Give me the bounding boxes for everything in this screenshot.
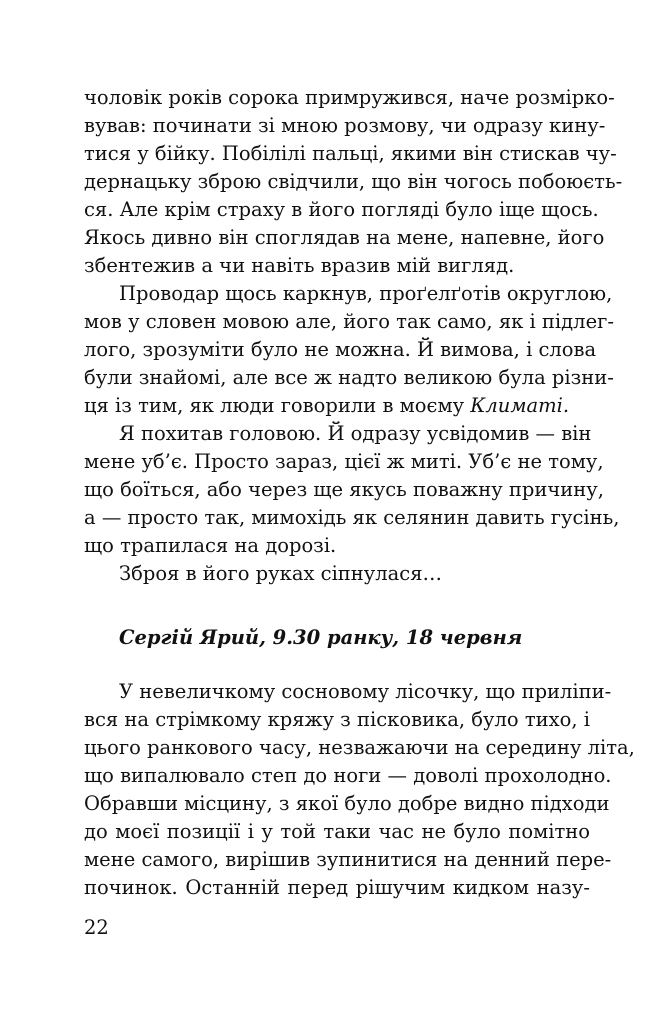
text-line: а — просто так, мимохідь як селянин давить гусінь, bbox=[84, 506, 620, 529]
text-line: починок. Останній перед рішучим кидком назу- bbox=[84, 876, 590, 899]
text-line: вував: починати зі мною розмову, чи одразу кину- bbox=[84, 114, 606, 137]
text-line: мене уб’є. Просто зараз, цієї ж миті. Уб’є не тому, bbox=[84, 450, 604, 473]
text-line: цього ранкового часу, незважаючи на середину літа, bbox=[84, 736, 635, 759]
text-line: мене самого, вирішив зупинитися на денний пере- bbox=[84, 848, 612, 871]
text-line: Я похитав головою. Й одразу усвідомив — він bbox=[119, 422, 592, 445]
text-line: тися у бійку. Побілілі пальці, якими він стискав чу- bbox=[84, 142, 617, 165]
text-line: що боїться, або через ще якусь поважну причину, bbox=[84, 478, 604, 501]
text-line: Обравши місцину, з якої було добре видно підходи bbox=[84, 792, 610, 815]
text-line: дернацьку зброю свідчили, що він чогось побоюєть- bbox=[84, 170, 623, 193]
text-line: Зброя в його руках сіпнулася… bbox=[119, 562, 443, 585]
text-line: ся. Але крім страху в його погляді було іще щось. bbox=[84, 198, 599, 221]
section-heading: Сергій Ярий, 9.30 ранку, 18 червня bbox=[119, 626, 523, 649]
text-line: що трапилася на дорозі. bbox=[84, 534, 337, 557]
text-line: були знайомі, але все ж надто великою була різни- bbox=[84, 366, 614, 389]
text-line: лого, зрозуміти було не можна. Й вимова, і слова bbox=[84, 338, 597, 361]
text-line: чоловік років сорока примружився, наче розмірко- bbox=[84, 86, 615, 109]
text-line: Проводар щось каркнув, проґелґотів округлою, bbox=[119, 282, 613, 305]
text-line: до моєї позиції і у той таки час не було помітно bbox=[84, 820, 590, 843]
text-line: що випалювало степ до ноги — доволі прохолодно. bbox=[84, 764, 612, 787]
emphasis-text: Климаті. bbox=[470, 394, 570, 417]
text-line bbox=[84, 392, 590, 420]
text-line: Якось дивно він споглядав на мене, напевне, його bbox=[84, 226, 605, 249]
text-line: вся на стрімкому кряжу з пісковика, було тихо, і bbox=[84, 708, 590, 731]
text-span: ця із тим, як люди говорили в моєму bbox=[84, 394, 471, 417]
text-line: мов у словен мовою але, його так само, як і підлег- bbox=[84, 310, 614, 333]
text-line: У невеличкому сосновому лісочку, що приліпи- bbox=[119, 680, 612, 703]
text-line: збентежив а чи навіть вразив мій вигляд. bbox=[84, 254, 515, 277]
page-number: 22 bbox=[84, 916, 109, 939]
